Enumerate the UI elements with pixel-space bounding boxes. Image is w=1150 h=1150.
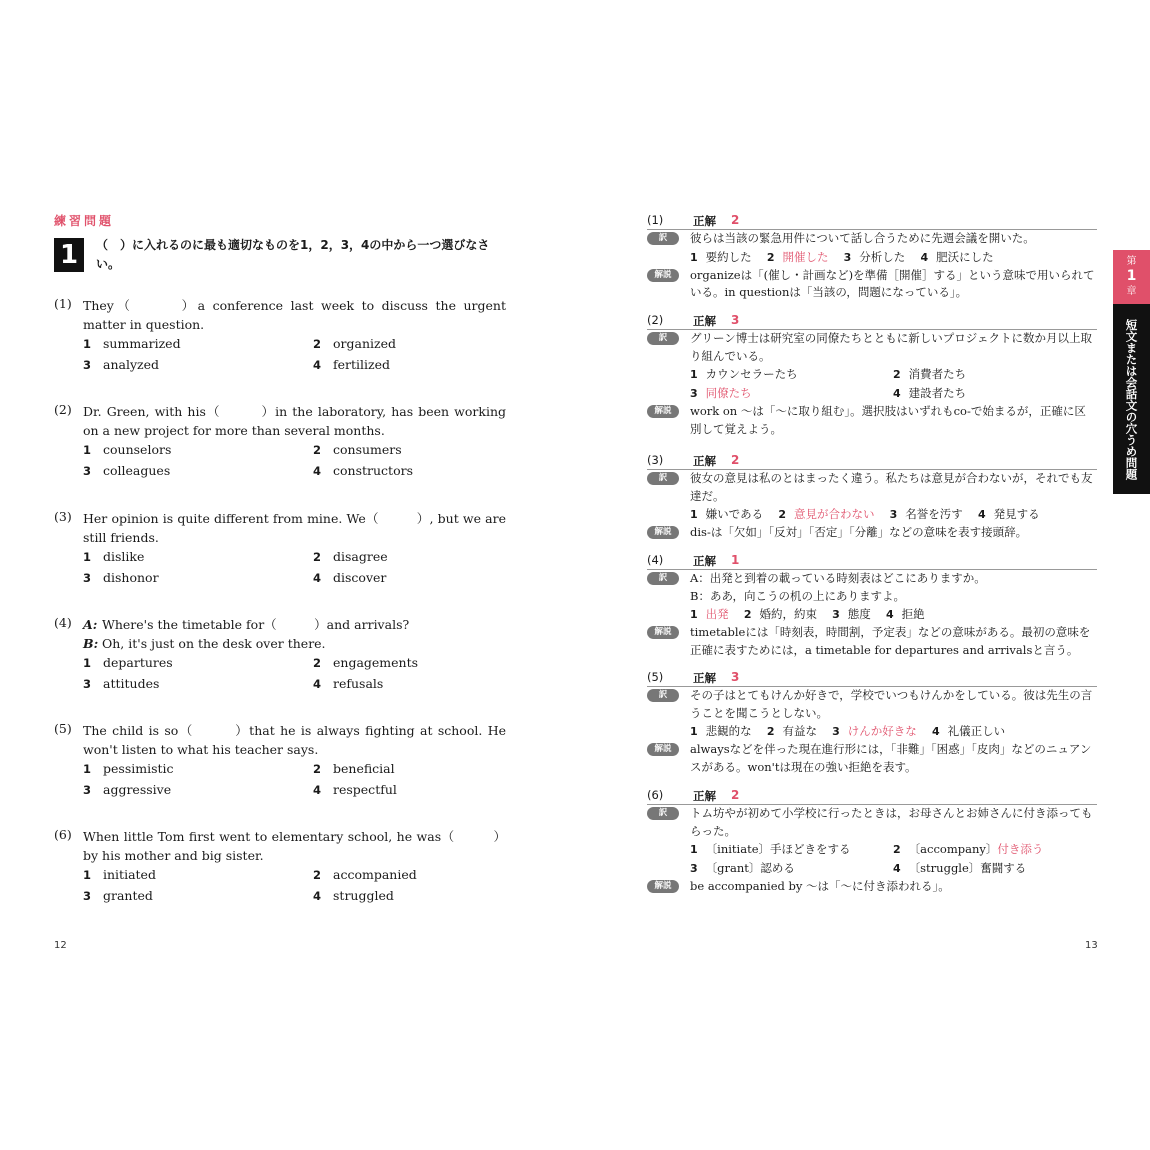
correct-answer: 3 bbox=[731, 670, 740, 684]
question-text: Her opinion is quite different from mine. We（ ）, but we are still friends. bbox=[83, 511, 506, 545]
question-4 bbox=[54, 615, 506, 694]
correct-answer: 2 bbox=[731, 213, 740, 227]
translation: 訳 彼女の意見は私のとはまったく違う。私たちは意見が合わないが，それでも友達だ。 bbox=[647, 470, 1097, 505]
explanation-tag: 解説 bbox=[647, 743, 679, 756]
choice-translations: 1 要約した 2 開催した 3 分析した 4 肥沃にした bbox=[690, 249, 994, 264]
question-number: (5) bbox=[54, 721, 72, 736]
option: 2 consumers bbox=[313, 442, 402, 457]
correct-answer: 2 bbox=[731, 788, 740, 802]
page-number: 12 bbox=[54, 940, 67, 951]
question-number: (4) bbox=[54, 615, 72, 630]
translation-tag: 訳 bbox=[647, 572, 679, 585]
answer-2 bbox=[647, 313, 1097, 438]
choice-translations: 1 〔initiate〕手ほどきをする 2 〔accompany〕付き添う 3 〔grant〕認める 4 〔struggle〕奮闘する bbox=[690, 842, 1044, 875]
dialogue-line-b: B: Oh, it's just on the desk over there. bbox=[83, 636, 326, 651]
choice-translations: 1 嫌いである 2 意見が合わない 3 名誉を汚す 4 発見する bbox=[690, 507, 1040, 521]
answer-header bbox=[647, 313, 1097, 330]
option: 2 organized bbox=[313, 336, 396, 351]
chapter-tab: 第 1 章 bbox=[1113, 250, 1150, 304]
option: 4 respectful bbox=[313, 781, 397, 797]
option: 4 refusals bbox=[313, 675, 384, 691]
translation: 訳 その子はとてもけんか好きで，学校でいつもけんかをしている。彼は先生の言うことを聞こうとしない。 bbox=[647, 687, 1097, 722]
option-list bbox=[83, 653, 506, 694]
option: 1 departures bbox=[83, 655, 173, 670]
option: 3 analyzed bbox=[83, 356, 159, 372]
answer-label: 正解 bbox=[693, 671, 716, 685]
translation: 訳 グリーン博士は研究室の同僚たちとともに新しいプロジェクトに数か月以上取り組んでいる。 bbox=[647, 330, 1097, 365]
answer-number: (1) bbox=[647, 213, 664, 227]
translation: 訳 A：出発と到着の載っている時刻表はどこにありますか。 B：ああ，向こうの机の上にありますよ。 bbox=[647, 570, 1097, 605]
answer-header bbox=[647, 788, 1097, 805]
translation-tag: 訳 bbox=[647, 472, 679, 485]
answer-5 bbox=[647, 670, 1097, 776]
option: 1 dislike bbox=[83, 549, 145, 564]
option: 3 aggressive bbox=[83, 781, 172, 797]
option: 4 fertilized bbox=[313, 356, 391, 372]
question-number: (3) bbox=[54, 509, 72, 524]
answer-label: 正解 bbox=[693, 789, 716, 803]
explanation-tag: 解説 bbox=[647, 626, 679, 639]
option-list bbox=[83, 440, 506, 481]
option-list bbox=[83, 865, 506, 906]
question-2 bbox=[54, 402, 506, 481]
question-6 bbox=[54, 827, 506, 906]
question-3 bbox=[54, 509, 506, 588]
answer-3 bbox=[647, 453, 1097, 542]
translation-tag: 訳 bbox=[647, 807, 679, 820]
explanation-tag: 解説 bbox=[647, 880, 679, 893]
question-number: (2) bbox=[54, 402, 72, 417]
option: 1 pessimistic bbox=[83, 761, 174, 776]
explanation: 解説 organizeは「(催し・計画など)を準備［開催］する」という意味で用いられている。in questionは「当該の，問題になっている」。 bbox=[647, 267, 1097, 302]
correct-answer: 1 bbox=[731, 553, 740, 567]
right-page bbox=[575, 0, 1150, 1150]
option: 3 granted bbox=[83, 887, 153, 903]
answer-label: 正解 bbox=[693, 554, 716, 568]
answer-header bbox=[647, 553, 1097, 570]
choice-translations: 1 出発 2 婚約，約束 3 態度 4 拒絶 bbox=[690, 607, 925, 621]
correct-answer: 2 bbox=[731, 453, 740, 467]
answer-6 bbox=[647, 788, 1097, 896]
instruction-text: （ ）に入れるのに最も適切なものを1，2，3，4の中から一つ選びなさい。 bbox=[96, 238, 490, 271]
explanation: 解説 be accompanied by ～は「～に付き添われる」。 bbox=[647, 878, 1097, 896]
answer-number: (3) bbox=[647, 453, 664, 467]
option: 2 disagree bbox=[313, 549, 388, 564]
explanation: 解説 work on ～は「～に取り組む」。選択肢はいずれもco-で始まるが，正確に区別して覚えよう。 bbox=[647, 403, 1097, 438]
option: 3 dishonor bbox=[83, 569, 159, 585]
answer-header bbox=[647, 213, 1097, 230]
translation: 訳 彼らは当該の緊急用件について話し合うために先週会議を開いた。 bbox=[647, 230, 1097, 248]
option: 4 discover bbox=[313, 569, 387, 585]
answer-label: 正解 bbox=[693, 314, 716, 328]
question-text: They（ ）a conference last week to discuss the urgent matter in question. bbox=[83, 298, 506, 332]
explanation: 解説 timetableには「時刻表，時間割，予定表」などの意味がある。最初の意味を正確に表すためには，a timetable for departures and arrivalsと言う。 bbox=[647, 624, 1097, 659]
translation: 訳 トム坊やが初めて小学校に行ったときは，お母さんとお姉さんに付き添ってもらった。 bbox=[647, 805, 1097, 840]
explanation: 解説 dis-は「欠如」「反対」「否定」「分離」などの意味を表す接頭辞。 bbox=[647, 524, 1097, 542]
answer-label: 正解 bbox=[693, 454, 716, 468]
speaker-a: A: bbox=[83, 617, 98, 632]
option: 1 summarized bbox=[83, 336, 181, 351]
explanation-tag: 解説 bbox=[647, 405, 679, 418]
option-list bbox=[83, 759, 506, 800]
translation-tag: 訳 bbox=[647, 332, 679, 345]
option: 1 counselors bbox=[83, 442, 172, 457]
answer-number: (2) bbox=[647, 313, 664, 327]
answer-label: 正解 bbox=[693, 214, 716, 228]
question-number: (6) bbox=[54, 827, 72, 842]
question-text: The child is so（ ）that he is always fighting at school. He won't listen to what his teacher says. bbox=[83, 723, 506, 757]
answer-number: (6) bbox=[647, 788, 664, 802]
question-number: (1) bbox=[54, 296, 72, 311]
explanation: 解説 alwaysなどを伴った現在進行形には，「非難」「困惑」「皮肉」などのニュアンスがある。won'tは現在の強い拒絶を表す。 bbox=[647, 741, 1097, 776]
choice-translations: 1 カウンセラーたち 2 消費者たち 3 同僚たち 4 建設者たち bbox=[690, 367, 967, 400]
explanation-tag: 解説 bbox=[647, 526, 679, 539]
dialogue-line-a: A: Where's the timetable for（ ）and arrivals? bbox=[83, 617, 410, 632]
answer-header bbox=[647, 453, 1097, 470]
answer-number: (4) bbox=[647, 553, 664, 567]
choice-translations: 1 悲観的な 2 有益な 3 けんか好きな 4 礼儀正しい bbox=[690, 724, 1006, 738]
chapter-title-tab: 短文または会話文の穴うめ問題 bbox=[1113, 304, 1150, 494]
speaker-b: B: bbox=[83, 636, 99, 651]
answer-4 bbox=[647, 553, 1097, 659]
option-list bbox=[83, 334, 506, 375]
question-dialogue bbox=[83, 615, 506, 653]
answer-header bbox=[647, 670, 1097, 687]
question-text: When little Tom first went to elementary school, he was（ ）by his mother and big sister. bbox=[83, 829, 506, 863]
option: 4 constructors bbox=[313, 462, 413, 478]
section-label: 練習問題 bbox=[54, 214, 115, 228]
translation-tag: 訳 bbox=[647, 689, 679, 702]
option: 3 attitudes bbox=[83, 675, 160, 691]
question-1 bbox=[54, 296, 506, 375]
option: 2 beneficial bbox=[313, 761, 395, 776]
option-list bbox=[83, 547, 506, 588]
exercise-number-box: 1 bbox=[54, 238, 84, 272]
question-text: Dr. Green, with his（ ）in the laboratory, has been working on a new project for more than several months. bbox=[83, 404, 506, 438]
explanation-tag: 解説 bbox=[647, 269, 679, 282]
correct-answer: 3 bbox=[731, 313, 740, 327]
option: 2 engagements bbox=[313, 655, 419, 670]
question-5 bbox=[54, 721, 506, 800]
answer-number: (5) bbox=[647, 670, 664, 684]
option: 2 accompanied bbox=[313, 867, 417, 882]
answer-1 bbox=[647, 213, 1097, 302]
option: 1 initiated bbox=[83, 867, 156, 882]
option: 4 struggled bbox=[313, 887, 394, 903]
page-number: 13 bbox=[1085, 940, 1098, 951]
translation-tag: 訳 bbox=[647, 232, 679, 245]
option: 3 colleagues bbox=[83, 462, 171, 478]
